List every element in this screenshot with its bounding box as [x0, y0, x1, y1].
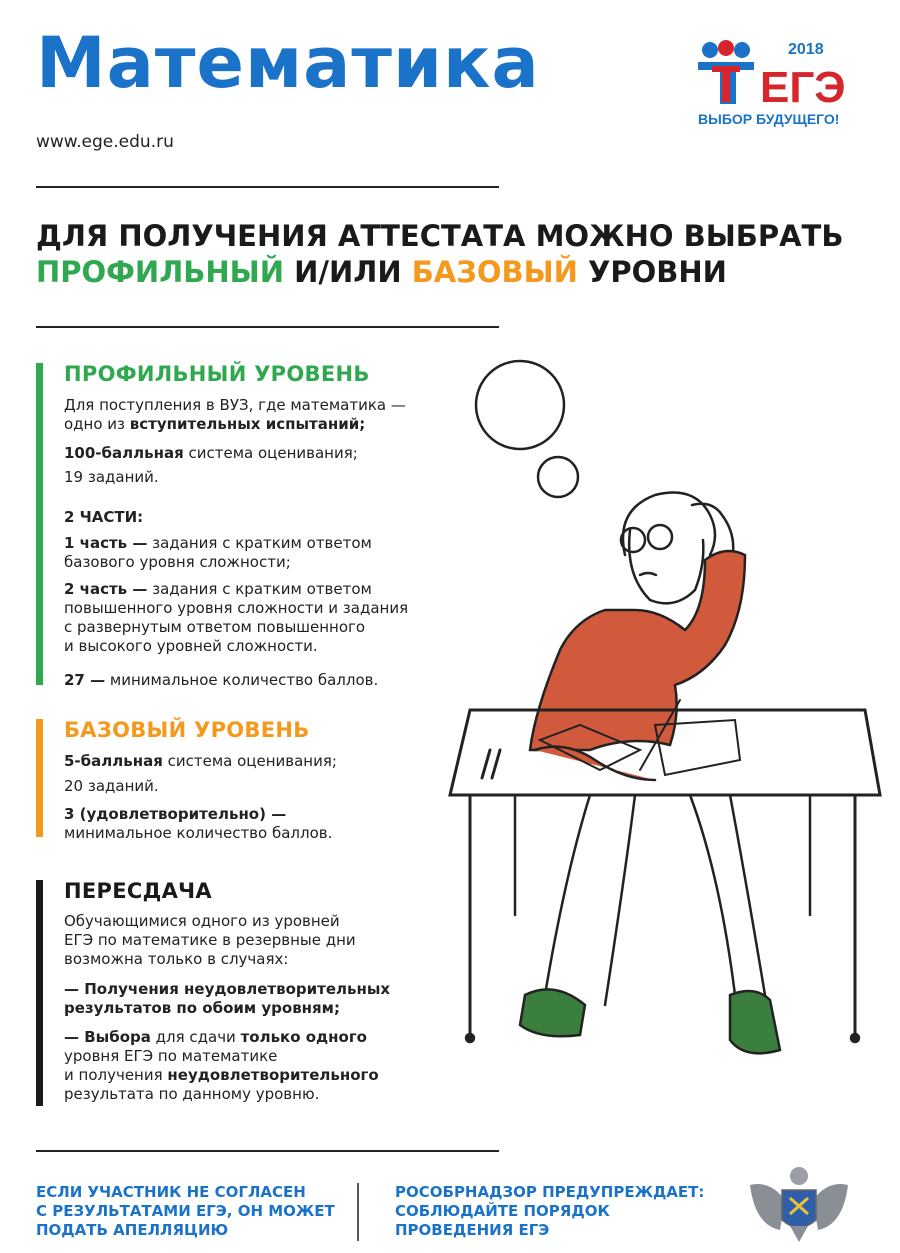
text-line	[64, 805, 332, 824]
text-bold: 27 —	[64, 671, 106, 689]
retake-intro	[64, 912, 356, 969]
profile-accent-bar	[36, 363, 43, 685]
retake-accent-bar	[36, 880, 43, 1106]
mouth	[640, 573, 656, 575]
text-bold: 100-балльная	[64, 444, 184, 462]
text-line: РОСОБРНАДЗОР ПРЕДУПРЕЖДАЕТ:	[395, 1183, 705, 1201]
logo-slogan: ВЫБОР БУДУЩЕГО!	[698, 111, 840, 127]
face	[629, 530, 703, 603]
profile-line1: Для поступления в ВУЗ, где математика —	[64, 396, 406, 414]
rosobrnadzor-warning	[395, 1183, 704, 1240]
page-title: Математика	[36, 22, 540, 104]
text: система оценивания;	[162, 752, 337, 770]
text-bold: 1 часть —	[64, 534, 148, 552]
headline-line1: ДЛЯ ПОЛУЧЕНИЯ АТТЕСТАТА МОЖНО ВЫБРАТЬ	[36, 219, 844, 253]
headline	[36, 218, 843, 290]
text-bold: неудовлетворительного	[167, 1066, 379, 1084]
text-bold: 2 часть —	[64, 580, 148, 598]
text-line: уровня ЕГЭ по математике	[64, 1047, 278, 1065]
profile-parts-heading: 2 ЧАСТИ:	[64, 508, 144, 526]
basic-accent-bar	[36, 719, 43, 837]
leg-right	[690, 795, 765, 995]
text: задания с кратким ответом	[147, 580, 372, 598]
thought-bubble-large	[476, 361, 564, 449]
profile-min-score	[64, 671, 378, 690]
text-line	[64, 1028, 379, 1047]
text: задания с кратким ответом	[147, 534, 372, 552]
text-line: возможна только в случаях:	[64, 950, 289, 968]
text-line	[64, 580, 408, 599]
logo-brand: ЕГЭ	[760, 63, 846, 112]
text-bold: только одного	[240, 1028, 367, 1046]
text-line: С РЕЗУЛЬТАТАМИ ЕГЭ, ОН МОЖЕТ	[36, 1202, 335, 1220]
headline-connector: И/ИЛИ	[284, 255, 412, 289]
logo-year: 2018	[788, 41, 824, 58]
text-bold: — Выбора	[64, 1028, 151, 1046]
text: минимальное количество баллов.	[105, 671, 379, 689]
text: одно из	[64, 415, 130, 433]
text: и получения	[64, 1066, 168, 1084]
text-bold: результатов по обоим уровням;	[64, 999, 340, 1017]
people-icon	[698, 40, 754, 104]
text-line: Обучающимися одного из уровней	[64, 912, 340, 930]
text: система оценивания;	[183, 444, 358, 462]
divider	[36, 186, 499, 188]
text: для сдачи	[150, 1028, 241, 1046]
table-marks	[482, 750, 500, 778]
text-line: минимальное количество баллов.	[64, 824, 333, 842]
text-line: базового уровня сложности;	[64, 553, 291, 571]
thought-bubble-small	[538, 457, 578, 497]
ege-logo	[690, 36, 860, 131]
glasses-left	[621, 528, 645, 552]
divider	[36, 1150, 499, 1152]
retake-case1	[64, 980, 390, 1018]
headline-profile: ПРОФИЛЬНЫЙ	[36, 255, 284, 289]
text-line: ЕСЛИ УЧАСТНИК НЕ СОГЛАСЕН	[36, 1183, 306, 1201]
profile-part1	[64, 534, 372, 572]
profile-scoring	[64, 444, 358, 463]
leg-left	[545, 795, 635, 1005]
footer-separator	[357, 1183, 359, 1241]
text-line: ПОДАТЬ АПЕЛЛЯЦИЮ	[36, 1221, 229, 1239]
website-link[interactable]: www.ege.edu.ru	[36, 132, 174, 152]
text-line	[64, 980, 390, 999]
text-bold: — Получения неудовлетворительных	[64, 980, 391, 998]
text-bold: 3 (удовлетворительно) —	[64, 805, 287, 823]
headline-tail: УРОВНИ	[577, 255, 727, 289]
glasses-right	[648, 525, 672, 549]
text-line	[64, 999, 390, 1018]
appeal-notice	[36, 1183, 335, 1240]
basic-heading: БАЗОВЫЙ УРОВЕНЬ	[64, 718, 310, 742]
divider	[36, 326, 499, 328]
text-line: с развернутым ответом повышенного	[64, 618, 366, 636]
text-line: ПРОВЕДЕНИЯ ЕГЭ	[395, 1221, 550, 1239]
profile-line2	[64, 415, 406, 434]
text-line: ЕГЭ по математике в резервные дни	[64, 931, 356, 949]
text-line	[64, 534, 372, 553]
basic-scoring	[64, 752, 337, 771]
profile-part2	[64, 580, 408, 656]
headline-basic: БАЗОВЫЙ	[411, 255, 578, 289]
headline-line2	[36, 254, 843, 290]
profile-purpose	[64, 396, 406, 434]
rosobrnadzor-emblem-icon	[740, 1160, 858, 1248]
text-bold: вступительных испытаний;	[129, 415, 366, 433]
table-foot	[851, 1034, 859, 1042]
text-line	[64, 1066, 379, 1085]
text-line: повышенного уровня сложности и задания	[64, 599, 409, 617]
profile-heading: ПРОФИЛЬНЫЙ УРОВЕНЬ	[64, 362, 370, 386]
text-bold: 5-балльная	[64, 752, 163, 770]
text-line: СОБЛЮДАЙТЕ ПОРЯДОК	[395, 1202, 610, 1220]
student-illustration	[410, 355, 900, 1075]
profile-tasks: 19 заданий.	[64, 468, 159, 486]
basic-tasks: 20 заданий.	[64, 777, 159, 795]
shoe-right	[730, 991, 780, 1053]
text-line: результата по данному уровню.	[64, 1085, 320, 1103]
retake-heading: ПЕРЕСДАЧА	[64, 879, 212, 903]
table-foot	[466, 1034, 474, 1042]
shoe-left	[520, 989, 585, 1036]
text-line: и высокого уровней сложности.	[64, 637, 318, 655]
retake-case2	[64, 1028, 379, 1104]
basic-min-score	[64, 805, 332, 843]
